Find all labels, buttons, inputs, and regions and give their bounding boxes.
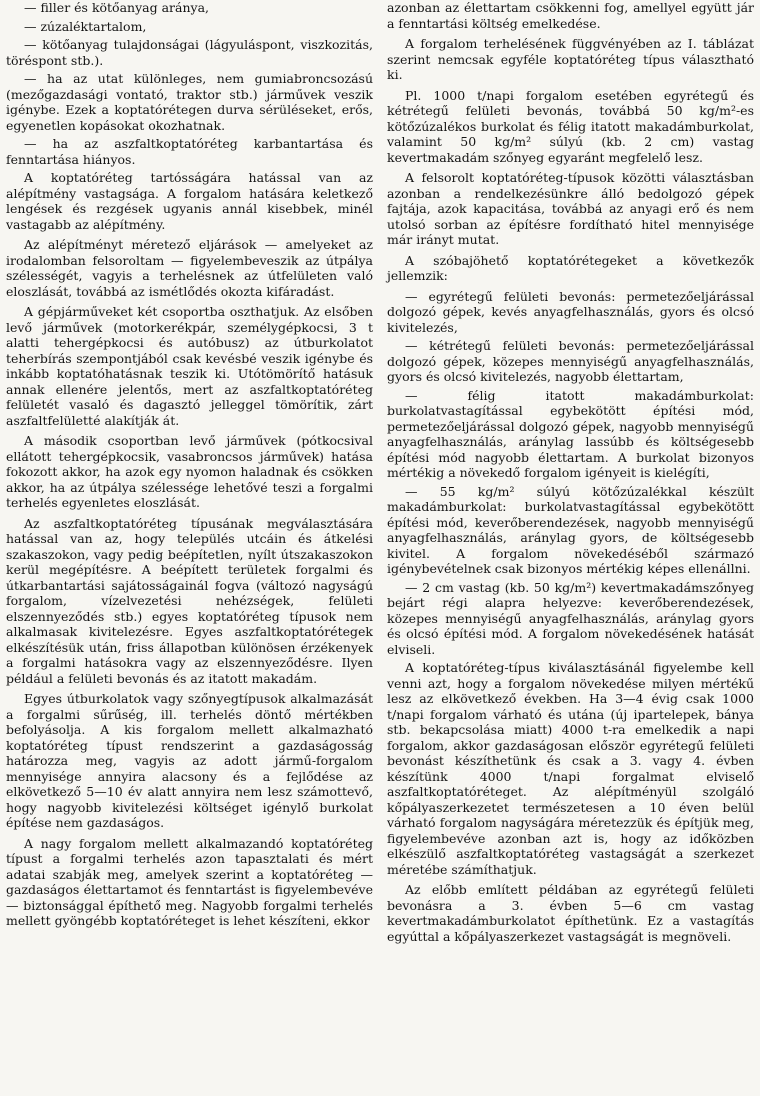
paragraph: azonban az élettartam csökkenni fog, amellyel együtt jár a fenntartási költség emelkedése. — [387, 0, 754, 31]
paragraph: A forgalom terhelésének függvényében az I. táblázat szerint nemcsak egyféle koptatóréteg típus választható ki. — [387, 36, 754, 82]
paragraph: Pl. 1000 t/napi forgalom esetében egyrétegű és kétrétegű felületi bevonás, továbbá 50 kg/m²-es kötőzúzalékos burkolat és félig itatott makadámburkolat, valamint 50 kg/m² súlyú (kb. 2 cm) vastag kevertmakadám szőnyeg egyaránt megfelelő lesz. — [387, 87, 754, 165]
right-column — [387, 0, 754, 1096]
paragraph: A felsorolt koptatóréteg-típusok közötti választásban azonban a rendelkezésünkre álló bedolgozó gépek fajtája, azok kapacitása, továbbá az anyagi erő és nem utolsó sorban az építésre fordítható hitel mennyisége már irányt mutat. — [387, 170, 754, 247]
paragraph: A szóbajöhető koptatórétegeket a következők jellemzik: — [387, 252, 754, 283]
left-column — [6, 0, 373, 1096]
paragraph: Egyes útburkolatok vagy szőnyegtípusok alkalmazását a forgalmi sűrűség, ill. terhelés döntő mértékben befolyásolja. A kis forgalom mellett alkalmazható koptatóréteg típust rendszerint a gazdaságosság határozza meg, vagyis az adott jármű-forgalom mennyisége annyira alacsony és a fejlődése az elkövetkező 5—10 év alatt annyira nem lesz számottevő, hogy nagyobb kivitelezési költséget igénylő burkolat építése nem gazdaságos. — [6, 691, 373, 830]
list-item: — kétrétegű felületi bevonás: permetezőeljárással dolgozó gépek, közepes mennyiségű anyagfelhasználás, gyors és olcsó kivitelezés, nagyobb élettartam, — [387, 338, 754, 384]
paragraph: A koptatóréteg tartósságára hatással van az alépítmény vastagsága. A forgalom hatására keletkező lengések és rezgések ugyanis annál kisebbek, minél vastagabb az alépítmény. — [6, 170, 373, 232]
list-item: — félig itatott makadámburkolat: burkolatvastagítással egybekötött építési mód, permetezőeljárással dolgozó gépek, nagyobb mennyiségű anyagfelhasználás, aránylag lassúbb és költségesebb építési mód nagyobb élettartam. A burkolat bizonyos mértékig a növekedő forgalom igényeit is kielégíti, — [387, 387, 754, 480]
list-item: — 2 cm vastag (kb. 50 kg/m²) kevertmakadámszőnyeg bejárt régi alapra helyezve: keverőberendezések, közepes mennyiségű anyagfelhasználás, aránylag gyors és olcsó építési mód. A forgalom növekedésének hatását elviseli. — [387, 579, 754, 657]
list-item: — filler és kötőanyag aránya, — [24, 0, 209, 15]
paragraph: A nagy forgalom mellett alkalmazandó koptatóréteg típust a forgalmi terhelés azon tapasztalati és mért adatai szabják meg, amelyek szerint a koptatóréteg — gazdaságos élettartamot és fenntartást is figyelembevéve — biztonsággal építhető meg. Nagyobb forgalmi terhelés mellett gyöngébb koptatóréteget is lehet készíteni, ekkor — [6, 835, 373, 928]
list-item: — ha az utat különleges, nem gumiabroncsozású (mezőgazdasági vontató, traktor stb.) járművek veszik igénybe. Ezek a koptatórétegen durva sérüléseket, erős, egyenetlen kopásokat okozhatnak. — [6, 71, 373, 133]
paragraph: Az aszfaltkoptatóréteg típusának megválasztására hatással van az, hogy település utcáin és átkelési szakaszokon, vagy pedig beépítetlen, nyílt útszakaszokon kerül megépítésre. A beépített területek forgalmi és útkarbantartási sajátosságainál fogva (változó nagyságú forgalom, vízelvezetési nehézségek, felületi elszennyeződés stb.) egyes koptatóréteg típusok nem alkalmasak kivitelezésre. Egyes aszfaltkoptatórétegek elkészítésük után, friss állapotban különösen érzékenyek a forgalmi hatásokra vagy az elszennyeződésre. Ilyen például a felületi bevonás és az itatott makadám. — [6, 515, 373, 686]
list-item: — egyrétegű felületi bevonás: permetezőeljárással dolgozó gépek, kevés anyagfelhasználás, gyors és olcsó kivitelezés, — [387, 288, 754, 335]
paragraph: Az alépítményt méretező eljárások — amelyeket az irodalomban felsoroltam — figyelembeveszik az útpálya szélességét, vagyis a terhelésnek az útfelületen való eloszlását, továbbá az ismétlődés okozta kifáradást. — [6, 237, 373, 299]
paragraph: A második csoportban levő járművek (pótkocsival ellátott tehergépkocsik, vasabroncsos járművek) hatása fokozott akkor, ha azok egy nyomon haladnak és csökken akkor, ha az útpálya szélessége lehetővé teszi a forgalmi terhelés egyenletes eloszlását. — [6, 433, 373, 510]
paragraph: A koptatóréteg-típus kiválasztásánál figyelembe kell venni azt, hogy a forgalom növekedése milyen mértékű lesz az elkövetkező években. Ha 3—4 évig csak 1000 t/napi forgalom várható és utána (új ipartelepek, bánya stb. bekapcsolása miatt) 4000 t-ra emelkedik a napi forgalom, akkor gazdaságosan először egyrétegű felületi bevonást készíthetünk és csak a 3. vagy 4. évben készítünk 4000 t/napi forgalmat elviselő aszfaltkoptatóréteget. Az alépítményül szolgáló kőpályaszerkezetet természetesen a 10 éven belül várható forgalom nagyságára méretezzük és építjük meg, figyelembevéve azonban azt is, hogy az időközben elkészülő aszfaltkoptatóréteg vastagságát a szerkezet méretébe számíthatjuk. — [387, 660, 754, 877]
paragraph: Az előbb említett példában az egyrétegű felületi bevonásra a 3. évben 5—6 cm vastag kevertmakadámburkolatot építhetünk. Ez a vastagítás egyúttal a kőpályaszerkezet vastagságát is megnöveli. — [387, 882, 754, 944]
list-item: — ha az aszfaltkoptatóréteg karbantartása és fenntartása hiányos. — [6, 136, 373, 167]
list-item: — 55 kg/m² súlyú kötőzúzalékkal készült makadámburkolat: burkolatvastagítással egybekötött építési mód, keverőberendezések, nagyobb mennyiségű anyagfelhasználás, aránylag gyors, de költségesebb kivitel. A forgalom növekedéséből származó igénybevételnek csak bizonyos mértékig képes ellenállni. — [387, 483, 754, 576]
paragraph: A gépjárműveket két csoportba oszthatjuk. Az elsőben levő járművek (motorkerékpár, személygépkocsi, 3 t alatti tehergépkocsi és autóbusz) az útburkolatot teherbírás szempontjából csak kevésbé veszik igénybe és inkább koptatóhatásnak teszik ki. Utótömörítő hatásuk annak ellenére jelentős, mert az aszfaltkoptatóréteg felületét vasaló és dagasztó jelleggel tömörítik, zárt aszfaltfelületté alakítják át. — [6, 304, 373, 428]
list-item: — kötőanyag tulajdonságai (lágyuláspont, viszkozitás, töréspont stb.). — [6, 37, 373, 68]
list-item: — zúzaléktartalom, — [24, 18, 147, 34]
